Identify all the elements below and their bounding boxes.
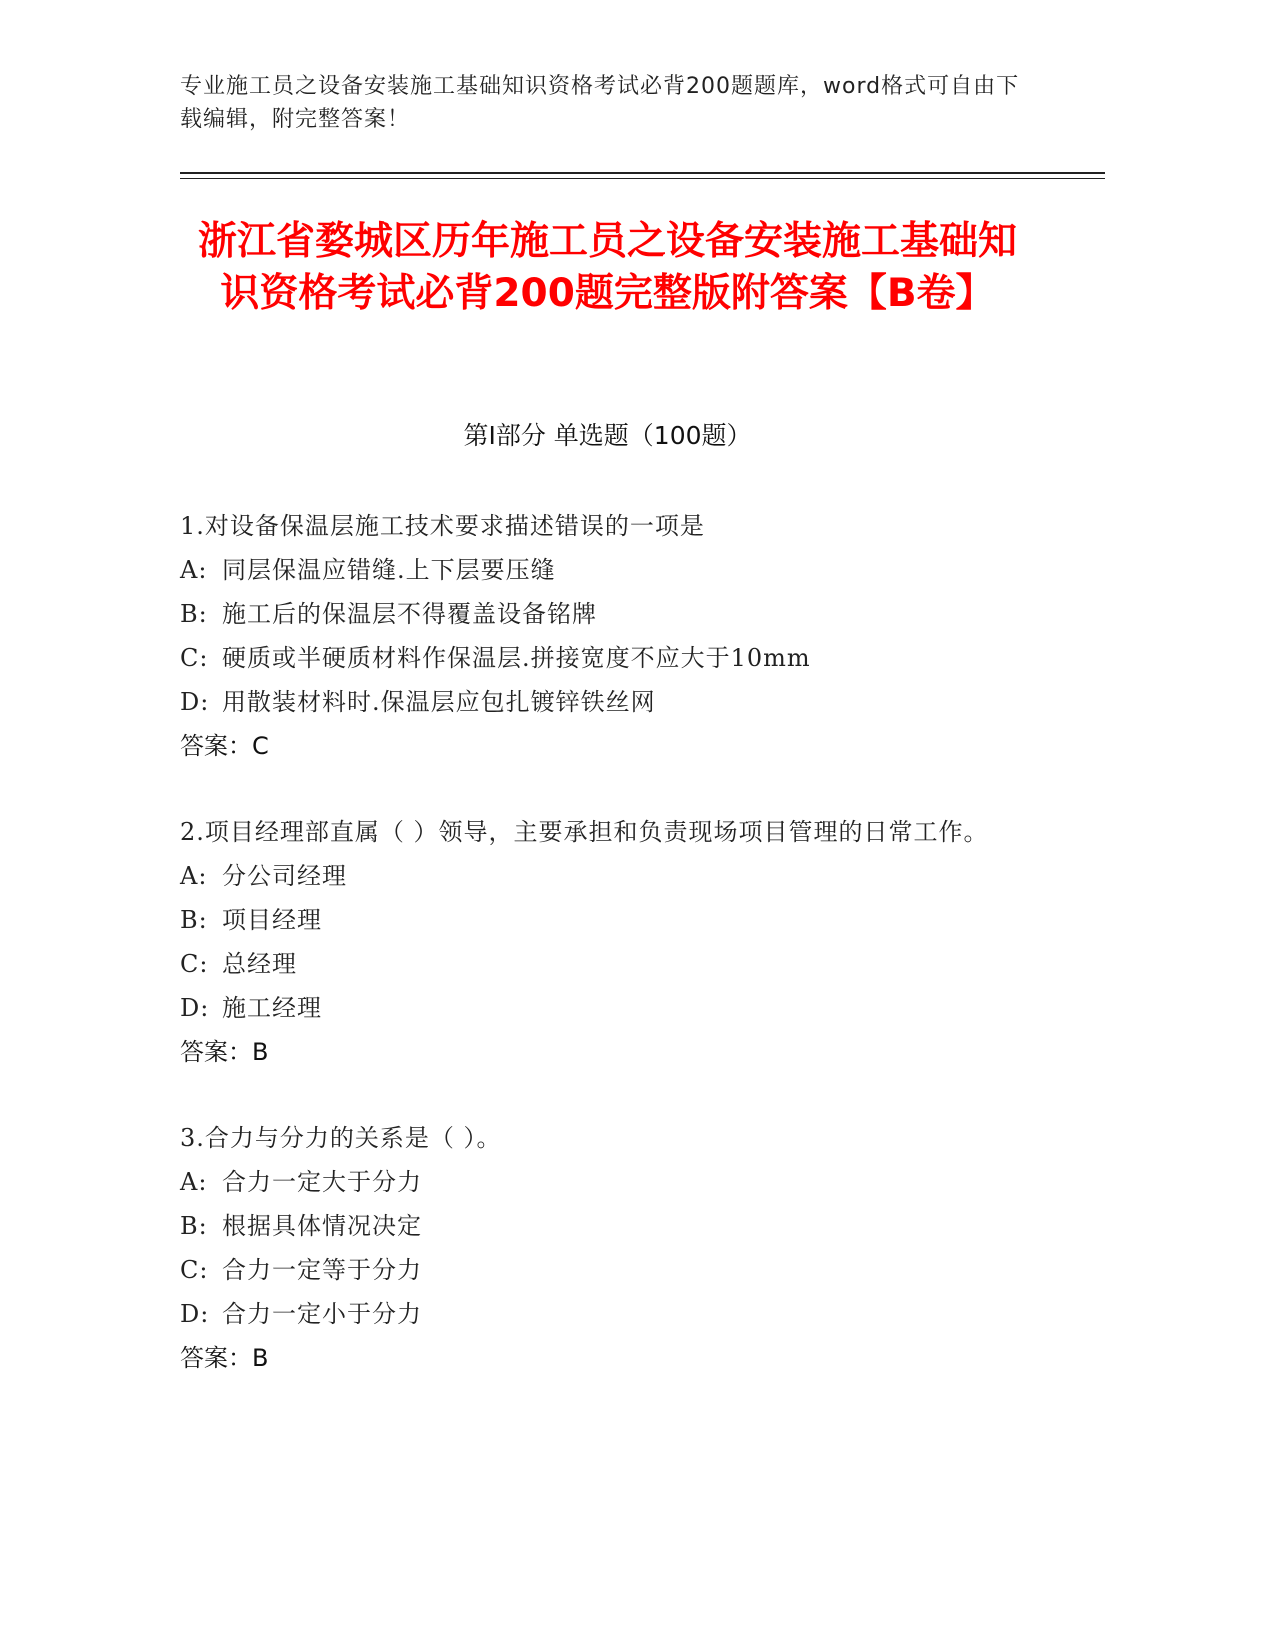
option-b [180, 1204, 1045, 1248]
answer-line: 答案：C [180, 732, 269, 760]
option-d [180, 680, 1045, 724]
option-d [180, 1292, 1045, 1336]
question-2 [180, 810, 1045, 1074]
option-key: C: [180, 950, 209, 978]
option-key: A: [180, 556, 208, 584]
option-key: A: [180, 1168, 208, 1196]
question-1 [180, 504, 1045, 768]
question-stem: 2.项目经理部直属（ ）领导，主要承担和负责现场项目管理的日常工作。 [180, 818, 989, 846]
option-a [180, 548, 1045, 592]
option-key: C: [180, 1256, 209, 1284]
option-text: 硬质或半硬质材料作保温层.拼接宽度不应大于10mm [222, 644, 811, 672]
option-text: 用散装材料时.保温层应包扎镀锌铁丝网 [222, 688, 656, 716]
option-c [180, 1248, 1045, 1292]
option-text: 根据具体情况决定 [222, 1212, 422, 1240]
option-key: D: [180, 688, 210, 716]
option-key: D: [180, 1300, 210, 1328]
option-text: 分公司经理 [222, 862, 347, 890]
header-rule-thick [180, 172, 1105, 174]
option-key: B: [180, 600, 208, 628]
option-text: 施工后的保温层不得覆盖设备铭牌 [222, 600, 597, 628]
option-text: 项目经理 [222, 906, 322, 934]
question-stem: 3.合力与分力的关系是（ ）。 [180, 1124, 502, 1152]
option-c [180, 942, 1045, 986]
option-key: B: [180, 1212, 208, 1240]
option-text: 合力一定大于分力 [222, 1168, 422, 1196]
question-3 [180, 1116, 1045, 1380]
option-text: 总经理 [222, 950, 297, 978]
question-stem: 1.对设备保温层施工技术要求描述错误的一项是 [180, 512, 705, 540]
option-key: B: [180, 906, 208, 934]
option-text: 合力一定等于分力 [222, 1256, 422, 1284]
option-key: C: [180, 644, 209, 672]
header-note: 专业施工员之设备安装施工基础知识资格考试必背200题题库，word格式可自由下载编辑，附完整答案！ [180, 74, 1020, 132]
option-key: D: [180, 994, 210, 1022]
option-text: 合力一定小于分力 [222, 1300, 422, 1328]
option-text: 同层保温应错缝.上下层要压缝 [222, 556, 556, 584]
header-rule-thin [180, 178, 1105, 179]
option-a [180, 1160, 1045, 1204]
answer-line: 答案：B [180, 1344, 269, 1372]
option-b [180, 898, 1045, 942]
option-a [180, 854, 1045, 898]
option-b [180, 592, 1045, 636]
option-key: A: [180, 862, 208, 890]
option-text: 施工经理 [222, 994, 322, 1022]
option-d [180, 986, 1045, 1030]
document-title: 浙江省婺城区历年施工员之设备安装施工基础知识资格考试必背200题完整版附答案【B卷】 [197, 219, 1017, 316]
section-heading: 第I部分 单选题（100题） [463, 421, 752, 450]
option-c [180, 636, 1045, 680]
answer-line: 答案：B [180, 1038, 269, 1066]
question-list [180, 504, 1045, 1422]
